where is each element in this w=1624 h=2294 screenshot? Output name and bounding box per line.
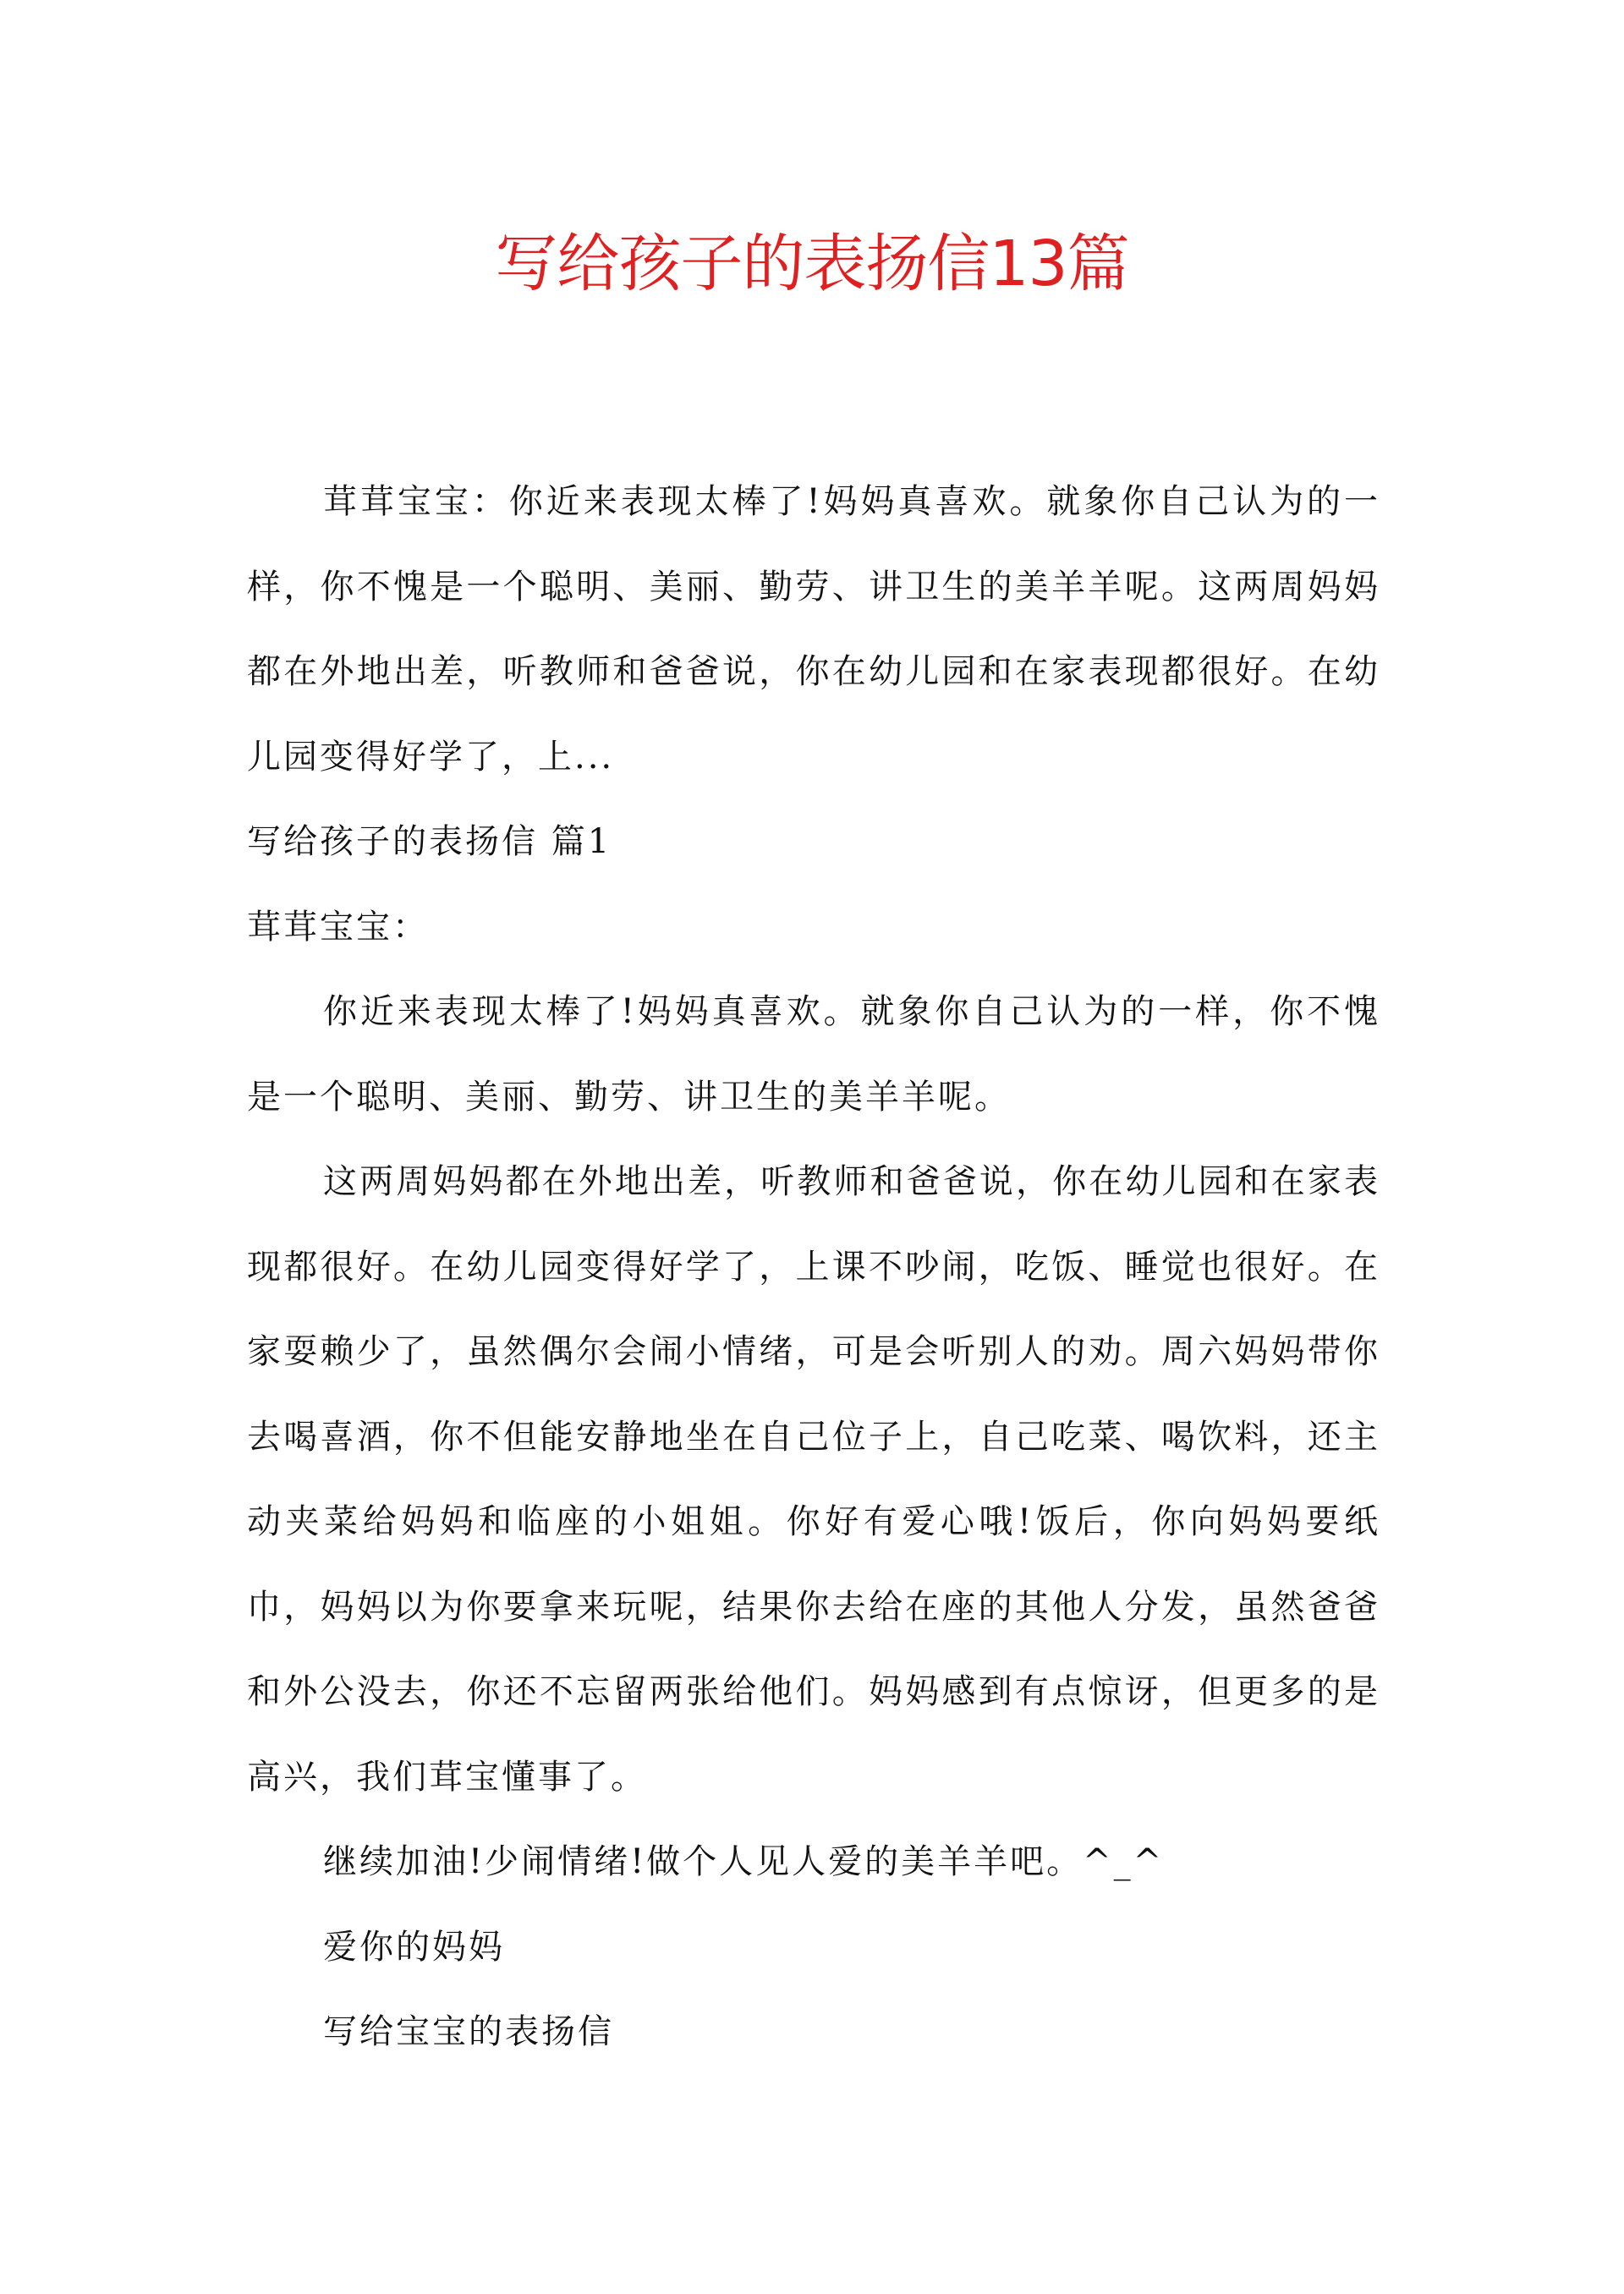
section-heading: 写给孩子的表扬信 篇1 [247, 822, 612, 861]
body-paragraph: 你近来表现太棒了!妈妈真喜欢。就象你自己认为的一样，你不愧是一个聪明、美丽、勤劳、讲卫生的美羊羊呢。 [247, 992, 1380, 1117]
signature: 爱你的妈妈 [323, 1927, 505, 1967]
salutation: 茸茸宝宝： [247, 907, 429, 947]
document-title: 写给孩子的表扬信13篇 [495, 228, 1129, 300]
next-section-heading: 写给宝宝的表扬信 [323, 2012, 614, 2051]
document-body [247, 459, 1380, 2075]
body-paragraph: 这两周妈妈都在外地出差，听教师和爸爸说，你在幼儿园和在家表现都很好。在幼儿园变得好学了，上课不吵闹，吃饭、睡觉也很好。在家耍赖少了，虽然偶尔会闹小情绪，可是会听别人的劝。周六妈妈带你去喝喜酒，你不但能安静地坐在自己位子上，自己吃菜、喝饮料，还主动夹菜给妈妈和临座的小姐姐。你好有爱心哦!饭后，你向妈妈要纸巾，妈妈以为你要拿来玩呢，结果你去给在座的其他人分发，虽然爸爸和外公没去，你还不忘留两张给他们。妈妈感到有点惊讶，但更多的是高兴，我们茸宝懂事了。 [247, 1162, 1380, 1797]
closing-paragraph: 继续加油!少闹情绪!做个人见人爱的美羊羊吧。^_^ [323, 1842, 1165, 1881]
summary-paragraph: 茸茸宝宝：你近来表现太棒了!妈妈真喜欢。就象你自己认为的一样，你不愧是一个聪明、美丽、勤劳、讲卫生的美羊羊呢。这两周妈妈都在外地出差，听教师和爸爸说，你在幼儿园和在家表现都很好。在幼儿园变得好学了，上... [247, 482, 1380, 777]
